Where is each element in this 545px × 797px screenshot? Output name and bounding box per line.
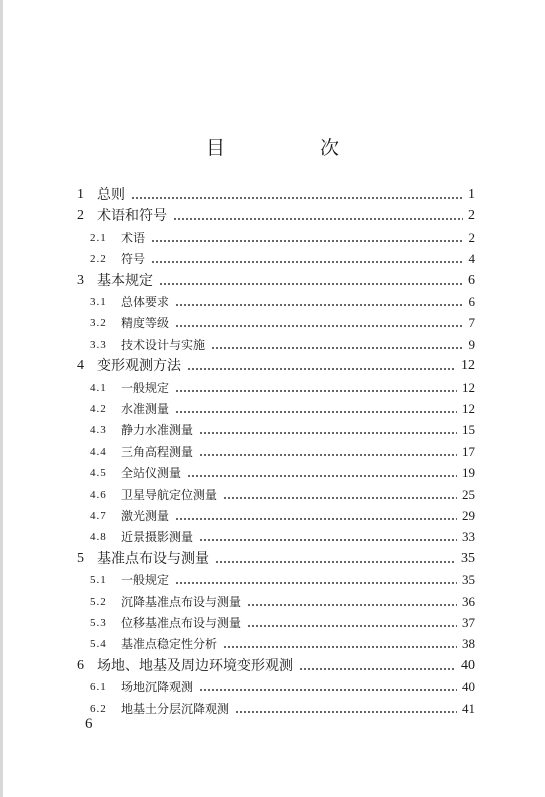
toc-entry-page: 6 [468,294,475,309]
toc-entry-page: 37 [462,615,475,630]
toc-leader-dots [151,240,464,242]
toc-entry-page: 7 [468,315,475,331]
toc-leader-dots [215,561,456,563]
toc-entry-number: 4.8 [90,531,107,544]
toc-leader-dots [199,539,457,541]
toc-entry-title: 基准点稳定性分析 [121,637,218,652]
toc-leader-dots [187,368,456,370]
toc-entry-number: 2 [77,208,84,224]
toc-entry-number: 4.5 [90,467,107,480]
toc-entry[interactable] [0,185,545,205]
toc-leader-dots [223,646,457,648]
toc-entry[interactable] [0,634,545,654]
toc-entry-title: 精度等级 [121,316,170,331]
toc-entry-title: 技术设计与实施 [121,337,206,352]
toc-entry-number: 3.3 [90,338,107,351]
toc-leader-dots [199,689,457,691]
toc-entry-page: 2 [468,208,475,224]
toc-leader-dots [131,197,463,199]
toc-entry-page: 35 [461,550,475,566]
toc-entry-page: 12 [462,379,475,395]
toc-leader-dots [173,218,463,220]
toc-leader-dots [175,390,457,392]
toc-entry[interactable] [0,463,545,483]
toc-entry-title: 卫星导航定位测量 [121,487,218,502]
toc-entry-page: 1 [468,187,475,202]
toc-entry-title: 一般规定 [121,380,170,395]
toc-entry[interactable] [0,442,545,462]
toc-entry[interactable] [0,206,545,226]
toc-entry-number: 4 [77,358,84,374]
toc-leader-dots [235,711,457,713]
toc-entry[interactable] [0,613,545,633]
toc-leader-dots [247,604,457,606]
toc-entry-page: 29 [462,508,475,523]
toc-entry-number: 3 [77,272,84,288]
toc-entry[interactable] [0,549,545,569]
toc-entry[interactable] [0,356,545,376]
toc-leader-dots [247,625,457,627]
toc-entry[interactable] [0,527,545,547]
toc-entry[interactable] [0,378,545,398]
toc-entry[interactable] [0,506,545,526]
toc-entry-title: 地基土分层沉降观测 [121,701,230,716]
toc-entry-page: 2 [468,229,475,245]
toc-entry[interactable] [0,271,545,291]
toc-entry[interactable] [0,656,545,676]
toc-leader-dots [175,582,457,584]
toc-entry-title: 水准测量 [121,402,170,416]
toc-entry-page: 40 [462,679,475,695]
toc-entry-title: 术语和符号 [97,208,167,225]
toc-entry-title: 沉降基准点布设与测量 [121,594,242,609]
toc-entry-number: 5.4 [90,638,107,651]
toc-entry-number: 6 [77,657,84,673]
toc-entry[interactable] [0,485,545,505]
toc-leader-dots [159,283,463,285]
toc-title: 目 次 [205,137,377,159]
toc-entry-number: 6.1 [90,681,107,694]
toc-entry-title: 符号 [121,252,146,267]
toc-entry-title: 全站仪测量 [121,466,182,481]
toc-entry-title: 一般规定 [121,573,170,588]
toc-entry-number: 5.2 [90,595,107,608]
toc-leader-dots [175,304,464,306]
toc-entry-title: 总体要求 [121,295,170,309]
toc-leader-dots [187,475,457,477]
toc-entry-number: 4.1 [90,381,107,394]
toc-entry[interactable] [0,570,545,590]
toc-entry[interactable] [0,699,545,719]
toc-entry-title: 静力水准测量 [121,423,194,438]
toc-entry-page: 12 [461,358,475,374]
toc-entry-page: 17 [462,443,475,459]
toc-leader-dots [211,347,464,349]
toc-entry-page: 4 [468,251,475,267]
toc-leader-dots [299,668,456,670]
toc-leader-dots [151,261,464,263]
toc-entry-number: 2.1 [90,231,107,244]
toc-entry-page: 12 [462,401,475,416]
toc-entry[interactable] [0,592,545,612]
toc-entry-number: 4.2 [90,403,107,415]
toc-entry-page: 41 [462,700,475,716]
toc-entry[interactable] [0,249,545,269]
toc-entry[interactable] [0,292,545,312]
toc-entry-title: 场地、地基及周边环境变形观测 [97,657,293,674]
toc-entry-page: 38 [462,636,475,652]
toc-entry-page: 15 [462,422,475,438]
toc-entry[interactable] [0,677,545,697]
toc-entry-number: 4.7 [90,510,107,522]
toc-entry-title: 场地沉降观测 [121,680,194,695]
toc-entry[interactable] [0,399,545,419]
toc-entry-title: 激光测量 [121,509,170,523]
toc-entry-number: 2.2 [90,253,107,266]
toc-entry-number: 5 [77,550,84,566]
toc-leader-dots [175,518,457,520]
toc-entry-title: 总则 [97,187,125,203]
toc-leader-dots [175,325,464,327]
toc-entry-page: 19 [462,465,475,481]
toc-entry-number: 5.1 [90,574,107,587]
toc-entry-number: 4.3 [90,424,107,437]
toc-entry-number: 4.4 [90,445,107,458]
toc-leader-dots [175,411,457,413]
toc-entry-title: 术语 [121,230,146,245]
toc-entry[interactable] [0,313,545,333]
toc-entry-number: 6.2 [90,702,107,715]
page-number: 6 [85,716,93,732]
toc-entry-page: 25 [462,486,475,502]
toc-entry-title: 近景摄影测量 [121,530,194,545]
toc-entry-number: 3.2 [90,317,107,330]
toc-leader-dots [199,432,457,434]
toc-entry[interactable] [0,228,545,248]
toc-entry-number: 4.6 [90,488,107,501]
toc-entry-number: 3.1 [90,296,107,308]
toc-entry-title: 基本规定 [97,272,153,289]
toc-entry[interactable] [0,420,545,440]
toc-leader-dots [223,497,457,499]
toc-entry-number: 5.3 [90,617,107,629]
toc-entry-page: 6 [468,272,475,288]
toc-entry[interactable] [0,335,545,355]
toc-entry-title: 基准点布设与测量 [97,550,209,567]
toc-entry-page: 36 [462,593,475,609]
toc-entry-page: 9 [468,336,475,352]
toc-entry-page: 40 [461,657,475,673]
toc-leader-dots [199,454,457,456]
toc-entry-number: 1 [77,187,84,202]
toc-entry-title: 位移基准点布设与测量 [121,616,242,630]
toc-entry-title: 三角高程测量 [121,444,194,459]
toc-entry-page: 33 [462,529,475,545]
toc-entry-title: 变形观测方法 [97,358,181,375]
toc-entry-page: 35 [462,572,475,588]
